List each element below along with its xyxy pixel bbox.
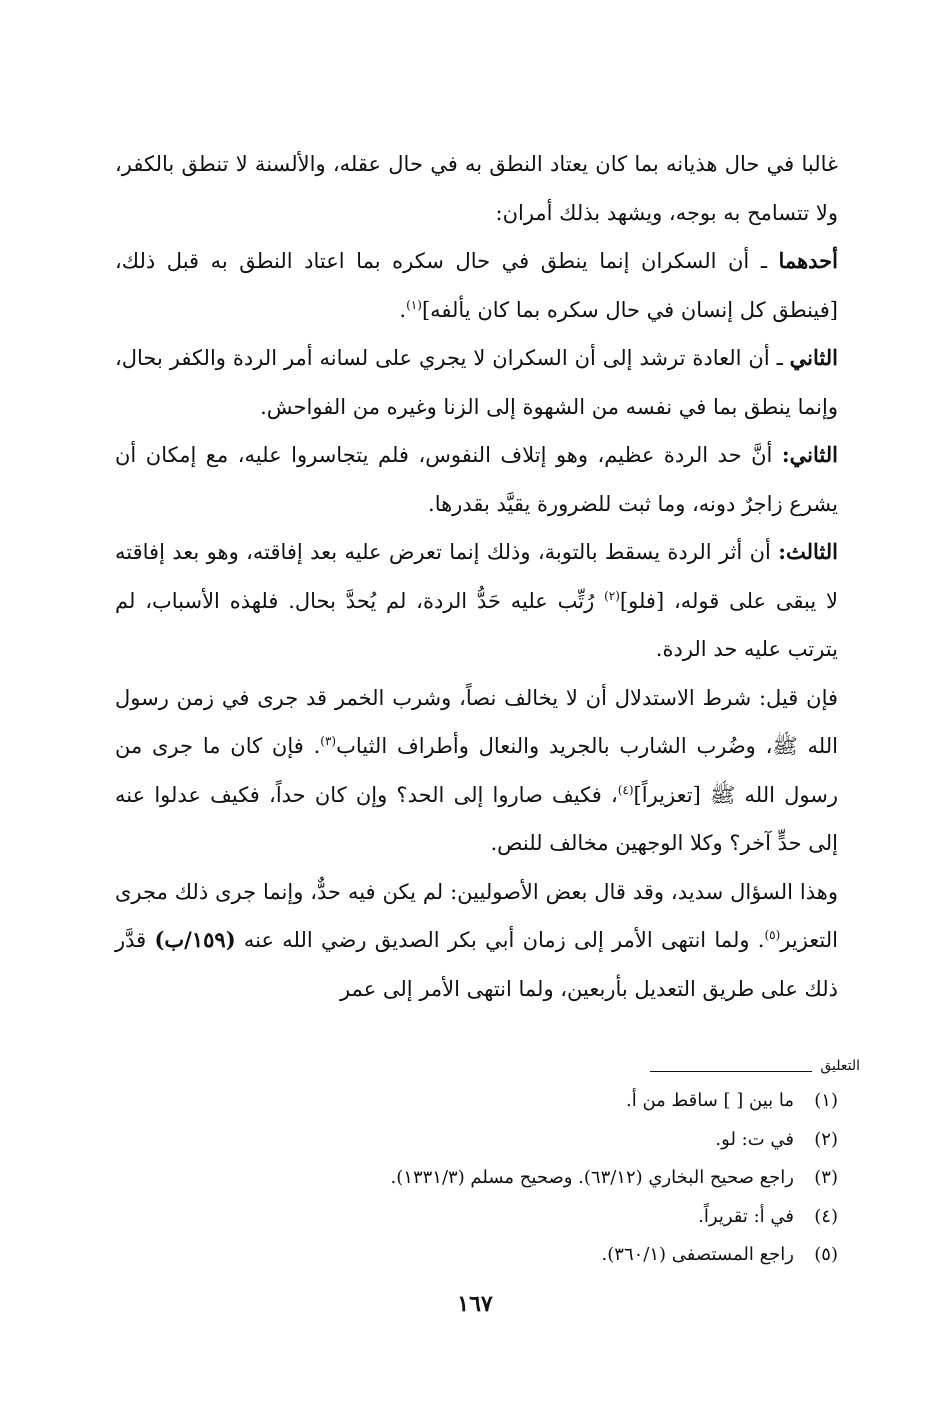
footnote-number: (٤) (814, 1205, 838, 1227)
footnote-text: راجع صحيح البخاري (٦٣/١٢). وصحيح مسلم (١٣٣١/٣). (390, 1167, 794, 1188)
footnote-number: (٢) (814, 1128, 838, 1150)
footnote-text: ما بين [ ] ساقط من أ. (626, 1090, 794, 1111)
footnote-ref: (٣) (320, 734, 337, 748)
paragraph: أحدهما ـ أن السكران إنما ينطق في حال سكره بما اعتاد النطق به قبل ذلك، [فينطق كل إنسان في حال سكره بما كان يألفه]$^{(١)}$. (115, 248, 838, 322)
section-heading: الثاني: (781, 442, 838, 467)
paragraph: الثاني ـ أن العادة ترشد إلى أن السكران لا يجري على لسانه أمر الردة والكفر بحال، وإنما ينطق بما في نفسه من الشهوة إلى الزنا وغيره من الفواحش. (115, 345, 838, 419)
footnote-number: (٣) (814, 1167, 838, 1188)
footnotes-label: التعليق (820, 1058, 860, 1074)
footnote-item (120, 1236, 838, 1275)
section-heading: الثالث: (778, 539, 838, 564)
footnote-item (120, 1121, 838, 1160)
section-heading: الثاني (789, 345, 838, 370)
paragraph: فإن قيل: شرط الاستدلال أن لا يخالف نصاً، وشرب الخمر قد جرى في زمن رسول الله ﷺ، وضُرب الشارب بالجريد والنعال وأطراف الثياب$^{(٣)}$. فإن كان ما جرى من رسول الله ﷺ [تعزيراً]$^{(٤)}$، فكيف صاروا إلى الحد؟ وإن كان حداً، فكيف عدلوا عنه إلى حدٍّ آخر؟ وكلا الوجهين مخالف للنص. (115, 685, 838, 855)
footnote-text: في أ: تقريراً. (698, 1205, 794, 1227)
footnote-number: (١) (814, 1090, 838, 1111)
paragraph: وهذا السؤال سديد، وقد قال بعض الأصوليين: لم يكن فيه حدٌّ، وإنما جرى ذلك مجرى التعزير$^{(٥)}$. ولما انتهى الأمر إلى زمان أبي بكر الصديق رضي الله عنه (١٥٩/ب) قدَّر ذلك على طريق التعديل بأربعين، ولما انتهى الأمر إلى عمر (115, 879, 838, 1001)
footnote-text: راجع المستصفى (٣٦٠/١). (601, 1244, 794, 1265)
footnote-divider (650, 1071, 812, 1072)
section-heading: أحدهما (778, 248, 838, 273)
footnote-item (120, 1198, 838, 1237)
footnote-ref: (١) (406, 297, 422, 312)
main-text (115, 140, 838, 1013)
footnote-number: (٥) (814, 1244, 838, 1265)
paragraph: الثالث: أن أثر الردة يسقط بالتوبة، وذلك إنما تعرض عليه بعد إفاقته، وهو بعد إفاقته لا يبقى على قوله، [فلو]$^{(٢)}$ رُتِّب عليه حَدُّ الردة، لم يُحدَّ بحال. فلهذه الأسباب، لم يترتب عليه حد الردة. (115, 539, 838, 661)
footnotes-list (120, 1082, 838, 1275)
paragraph: الثاني: أنَّ حد الردة عظيم، وهو إتلاف النفوس، فلم يتجاسروا عليه، مع إمكان أن يشرع زاجرٌ دونه، وما ثبت للضرورة يقيَّد بقدرها. (115, 442, 838, 516)
paragraph: غالبا في حال هذيانه بما كان يعتاد النطق به في حال عقله، والألسنة لا تنطق بالكفر، ولا تتسامح به بوجه، ويشهد بذلك أمران: (115, 152, 838, 225)
footnote-ref: (٥) (764, 928, 781, 942)
footnote-ref: (٢) (604, 588, 620, 603)
footnote-ref: (٤) (617, 782, 634, 797)
footnote-text: في ت: لو. (715, 1128, 794, 1150)
footnote-item (120, 1159, 838, 1198)
footnote-item (120, 1082, 838, 1121)
page-number: ١٦٧ (457, 1291, 493, 1317)
folio-marker: (١٥٩/ب) (154, 927, 236, 952)
